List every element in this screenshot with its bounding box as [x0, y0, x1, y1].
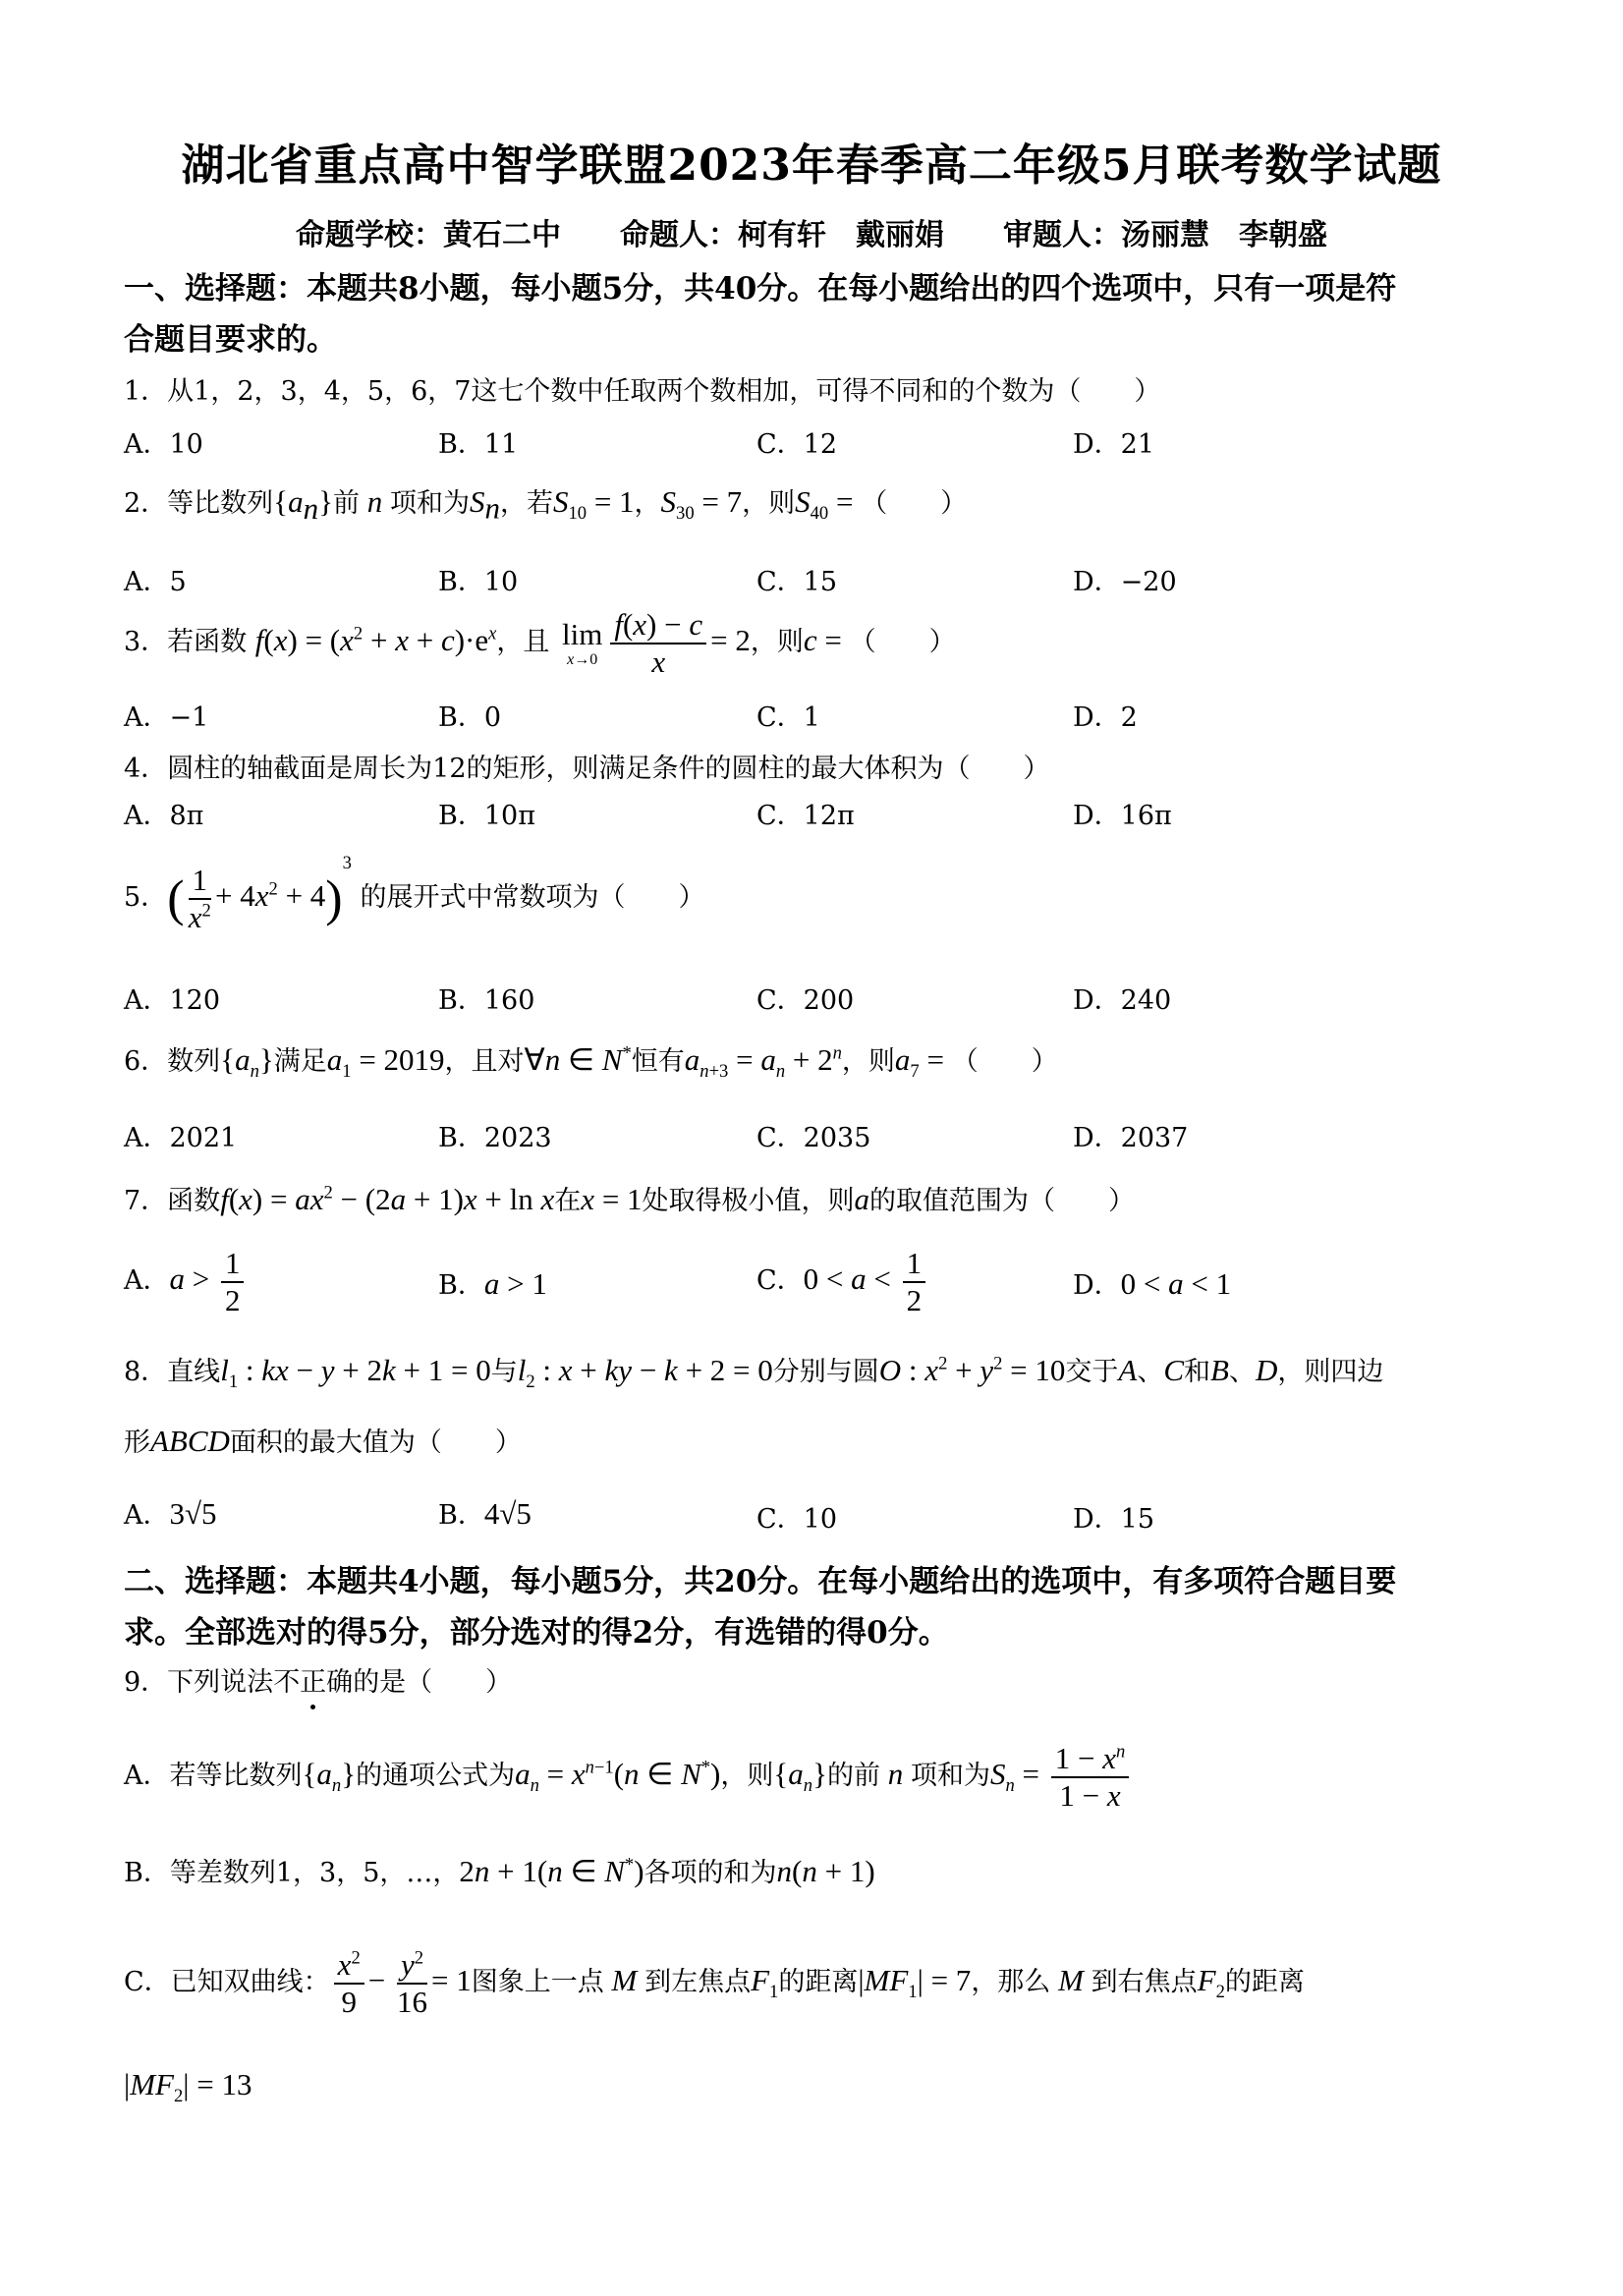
q5-option-b: B．160 — [438, 985, 535, 1016]
q8-option-c: C．10 — [756, 1504, 838, 1535]
q2-sequence: $\{a_n\}$ — [273, 484, 333, 527]
q8-option-d: D．15 — [1073, 1504, 1155, 1535]
q8-option-b: B．4√5 — [438, 1496, 532, 1531]
q2-option-c: C．15 — [756, 567, 838, 597]
q2-option-b: B．10 — [438, 567, 519, 597]
section1-line2: 合题目要求的。 — [124, 322, 337, 358]
q2-option-a: A．5 — [124, 567, 187, 597]
q6-option-b: B．2023 — [438, 1123, 552, 1153]
q3-option-b: B．0 — [438, 702, 502, 733]
q7-option-a: A．a > $\frac{1}{2}$ — [124, 1246, 248, 1317]
q1-option-c: C．12 — [756, 429, 838, 460]
exam-title: 湖北省重点高中智学联盟2023年春季高二年级5月联考数学试题 — [181, 140, 1442, 191]
q3-option-d: D．2 — [1073, 702, 1138, 733]
q7-stem: 7．函数$f(x) = ax^2 - (2a + 1)x + \ln x$在x = 1处取得极小值，则a的取值范围为（ ） — [124, 1182, 1136, 1216]
q7-option-b: B．a > 1 — [438, 1266, 547, 1301]
q4-stem: 4．圆柱的轴截面是周长为12的矩形，则满足条件的圆柱的最大体积为（ ） — [124, 754, 1050, 784]
q5-stem: 5．( $\frac{1}{x^2}$ + $4x^2 + 4)^3$ 的展开式中常数项为（ ） — [124, 853, 705, 934]
q4-option-a: A．8π — [124, 801, 204, 831]
q9-option-c-line1: C．已知双曲线： $\frac{x^2}{9}$ − $\frac{y^2}{16}$ = 1图象上一点 M 到左焦点$F_1$的距离$|MF_1| = 7$，那么 M 到右焦点$F_2$的距离 — [124, 1947, 1305, 2019]
q8-stem-line2: 形ABCD面积的最大值为（ ） — [124, 1424, 522, 1458]
q6-stem: 6．数列$\{a_n\}$满足$a_1 = 2019$，且对∀n ∈ N*恒有$a_{n+3} = a_n + 2^n$，则$a_7$ = （ ） — [124, 1042, 1058, 1083]
exam-authors: 命题学校：黄石二中 命题人：柯有轩 戴丽娟 审题人：汤丽慧 李朝盛 — [296, 218, 1327, 252]
q1-option-d: D．21 — [1073, 429, 1155, 460]
q7-option-c: C．0 < a < $\frac{1}{2}$ — [756, 1246, 929, 1317]
q5-option-d: D．240 — [1073, 985, 1172, 1016]
q9-stem: 9．下列说法不正确的是（ ） — [124, 1667, 513, 1698]
q7-option-d: D．0 < a < 1 — [1073, 1266, 1232, 1301]
section2-line1: 二、选择题：本题共4小题，每小题5分，共20分。在每小题给出的选项中，有多项符合题目要 — [124, 1564, 1397, 1599]
q3-option-c: C．1 — [756, 702, 820, 733]
section2-line2: 求。全部选对的得5分，部分选对的得2分，有选错的得0分。 — [124, 1615, 949, 1651]
q1-option-b: B．11 — [438, 429, 519, 460]
q8-option-a: A．3√5 — [124, 1496, 217, 1531]
q5-expression: ( $\frac{1}{x^2}$ + $4x^2 + 4)^3$ — [167, 853, 352, 934]
q5-option-c: C．200 — [756, 985, 855, 1016]
q8-stem-line1: 8．直线$l_1$ : kx − y + 2k + 1 = 0与$l_2$ : x + ky − k + 2 = 0分别与圆O : $x^2 + y^2 = 10$交于A、C和B、D，则四边 — [124, 1353, 1384, 1393]
q6-option-c: C．2035 — [756, 1123, 871, 1153]
q5-option-a: A．120 — [124, 985, 221, 1016]
q9-option-b: B．等差数列1，3，5，…，2n + 1(n ∈ N*)各项的和为n(n + 1) — [124, 1854, 875, 1888]
q3-stem: 3．若函数 $f(x) = (x^2 + x + c)\cdot e^x$，且 lim x→0 $\frac{f(x) - c}{x}$ = 2，则c = （ ） — [124, 607, 956, 679]
q2-stem: 2．等比数列$\{a_n\}$前 n 项和为$S_n$，若$S_{10} = 1$，$S_{30} = 7$，则$S_{40}$ = （ ） — [124, 484, 968, 527]
q1-stem: 1．从1，2，3，4，5，6，7这七个数中任取两个数相加，可得不同和的个数为（ ） — [124, 376, 1161, 407]
q6-option-d: D．2037 — [1073, 1123, 1189, 1153]
q1-option-a: A．10 — [124, 429, 203, 460]
q9-option-c-line2: $|MF_2| = 13$ — [124, 2067, 252, 2107]
q9-option-a: A．若等比数列$\{a_n\}$的通项公式为$a_n = x^{n-1}(n$ ∈ N*)，则$\{a_n\}$的前 n 项和为$S_n$ = $\frac{1 - x^n}{1 - x}$ — [124, 1741, 1133, 1813]
q3-limit: lim x→0 $\frac{f(x) - c}{x}$ = 2 — [561, 607, 751, 679]
q3-option-a: A．−1 — [124, 702, 209, 733]
q4-option-d: D．16π — [1073, 801, 1172, 831]
q4-option-b: B．10π — [438, 801, 535, 831]
q3-function: $f(x) = (x^2 + x + c)\cdot e^x$ — [254, 622, 497, 657]
q2-option-d: D．−20 — [1073, 567, 1177, 597]
q6-option-a: A．2021 — [124, 1123, 238, 1153]
q9-emphasis: 不正确 — [273, 1667, 354, 1698]
q4-option-c: C．12π — [756, 801, 855, 831]
section1-line1: 一、选择题：本题共8小题，每小题5分，共40分。在每小题给出的四个选项中，只有一项是符 — [124, 271, 1397, 307]
